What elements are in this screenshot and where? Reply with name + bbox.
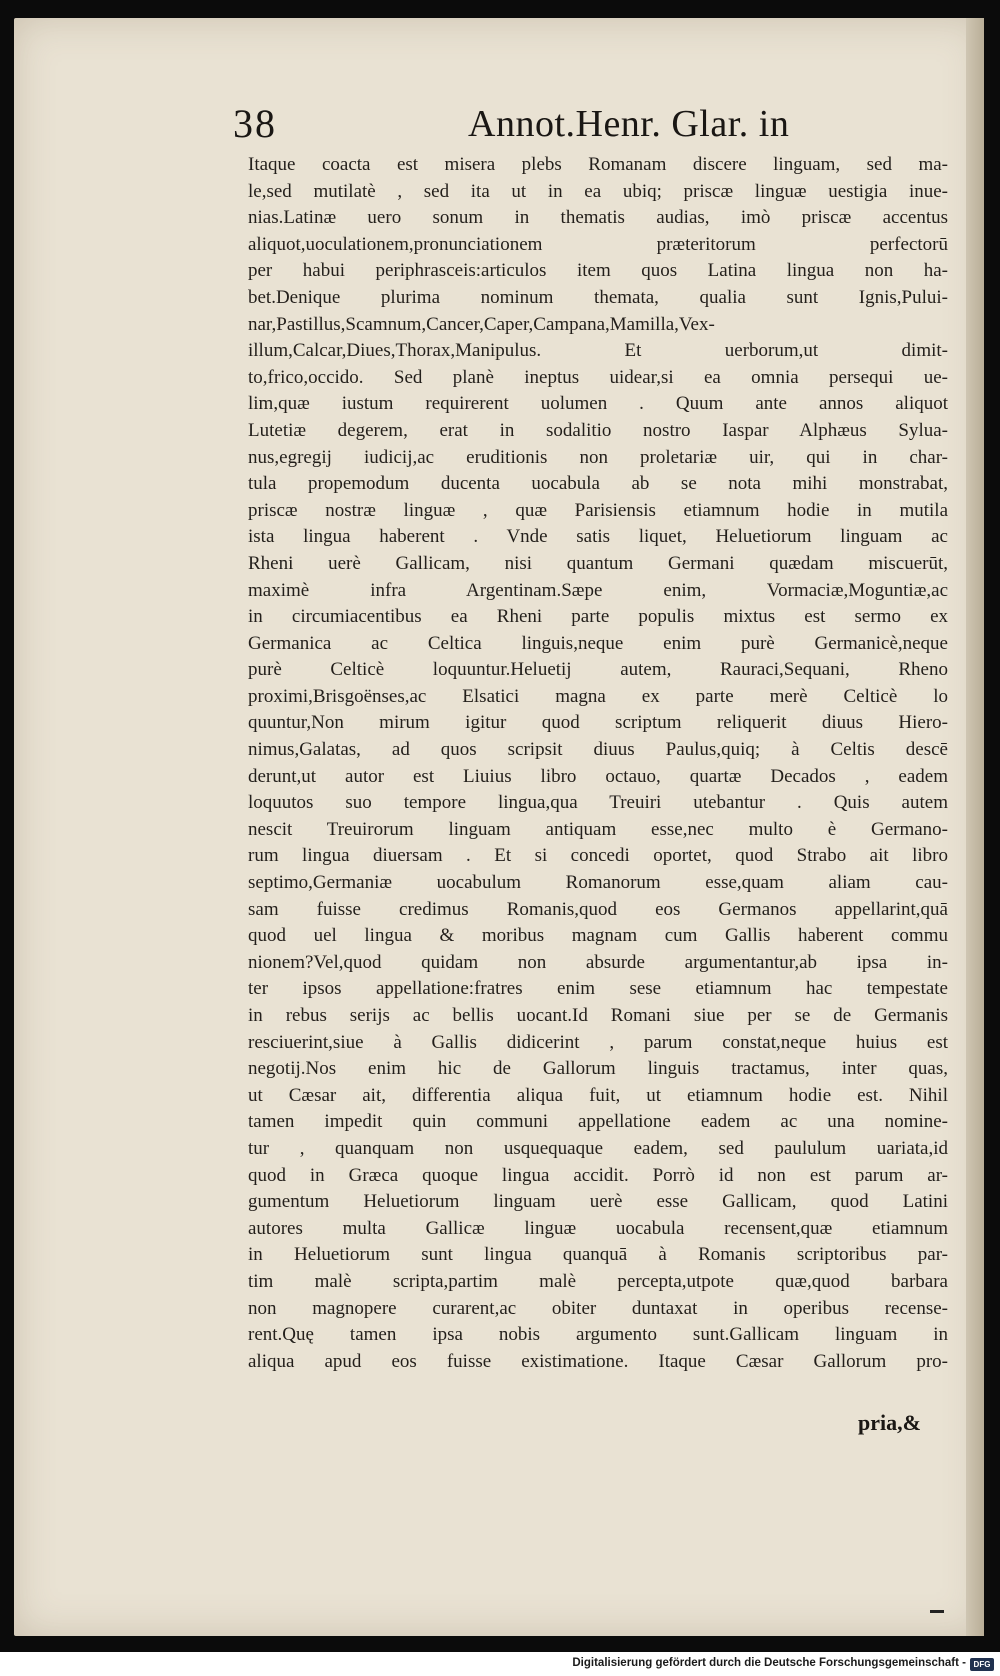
text-line: rent.Quę tamen ipsa nobis argumento sunt.Gallicam linguam in <box>248 1324 948 1346</box>
page-edge <box>966 18 984 1636</box>
text-line: quuntur,Non mirum igitur quod scriptum reliquerit diuus Hiero- <box>248 712 948 734</box>
page-number: 38 <box>233 101 277 146</box>
text-line: in Heluetiorum sunt lingua quanquā à Romanis scriptoribus par- <box>248 1244 948 1266</box>
text-line: tula propemodum ducenta uocabula ab se nota mihi monstrabat, <box>248 473 948 495</box>
text-line: autores multa Gallicæ linguæ uocabula recensent,quæ etiamnum <box>248 1217 948 1239</box>
text-line: tim malè scripta,partim malè percepta,utpote quæ,quod barbara <box>248 1270 948 1292</box>
text-line: derunt,ut autor est Liuius libro octauo, quartæ Decados , eadem <box>248 765 948 787</box>
text-line: in rebus serijs ac bellis uocant.Id Romani siue per se de Germanis <box>248 1005 948 1026</box>
body-text <box>248 152 948 1375</box>
text-line: ter ipsos appellatione:fratres enim sese etiamnum hac tempestate <box>248 978 948 1000</box>
text-line: nescit Treuirorum linguam antiquam esse,nec multo è Germano- <box>248 818 948 840</box>
text-line: sam fuisse credimus Romanis,quod eos Germanos appellarint,quā <box>248 898 948 920</box>
dfg-logo: DFG <box>970 1658 994 1671</box>
digitization-credit <box>0 1654 1000 1676</box>
text-line: rum lingua diuersam . Et si concedi oportet, quod Strabo ait libro <box>248 845 948 867</box>
text-line: nar,Pastillus,Scamnum,Cancer,Caper,Campana,Mamilla,Vex- <box>248 313 715 335</box>
text-line: nus,egregij iudicij,ac eruditionis non proletariæ uir, qui in char- <box>248 446 948 468</box>
catchword: pria,& <box>858 1410 921 1435</box>
text-line: gumentum Heluetiorum linguam uerè esse Gallicam, quod Latini <box>248 1191 948 1213</box>
text-line: Germanica ac Celtica linguis,neque enim purè Germanicè,neque <box>248 632 948 654</box>
corner-mark <box>930 1610 944 1613</box>
text-line: purè Celticè loquuntur.Heluetij autem, Rauraci,Sequani, Rheno <box>248 659 948 681</box>
text-line: bet.Denique plurima nominum themata, qualia sunt Ignis,Pului- <box>248 286 948 308</box>
text-line: tamen impedit quin communi appellatione eadem ac una nomine- <box>248 1111 948 1133</box>
text-line: Rheni uerè Gallicam, nisi quantum Germani quædam miscuerūt, <box>248 552 948 574</box>
text-line: Lutetiæ degerem, erat in sodalitio nostro Iaspar Alphæus Sylua- <box>248 419 948 441</box>
text-line: Itaque coacta est misera plebs Romanam discere linguam, sed ma- <box>248 154 948 175</box>
text-line: nimus,Galatas, ad quos scripsit diuus Paulus,quiq; à Celtis descē <box>248 739 948 761</box>
text-line: per habui periphrasceis:articulos item quos Latina lingua non ha- <box>248 260 948 282</box>
text-line: illum,Calcar,Diues,Thorax,Manipulus. Et uerborum,ut dimit- <box>248 340 948 362</box>
text-line: ut Cæsar ait, differentia aliqua fuit, ut etiamnum hodie est. Nihil <box>248 1084 948 1106</box>
text-line: le,sed mutilatè , sed ita ut in ea ubiq; priscæ linguæ uestigia inue- <box>248 180 948 202</box>
text-line: nionem?Vel,quod quidam non absurde argumentantur,ab ipsa in- <box>248 951 948 973</box>
text-line: aliqua apud eos fuisse existimatione. Itaque Cæsar Gallorum pro- <box>248 1350 948 1372</box>
text-line: loquutos suo tempore lingua,qua Treuiri utebantur . Quis autem <box>248 792 948 814</box>
text-line: nias.Latinæ uero sonum in thematis audias, imò priscæ accentus <box>248 207 948 229</box>
text-line: quod uel lingua & moribus magnam cum Gallis haberent commu <box>248 925 948 947</box>
page-header <box>233 100 793 152</box>
text-line: resciuerint,siue à Gallis didicerint , parum constat,neque huius est <box>248 1031 948 1053</box>
text-line: in circumiacentibus ea Rheni parte populis mixtus est sermo ex <box>248 606 948 628</box>
text-line: negotij.Nos enim hic de Gallorum linguis tractamus, inter quas, <box>248 1058 948 1080</box>
text-line: non magnopere curarent,ac obiter duntaxat in operibus recense- <box>248 1297 948 1319</box>
text-line: septimo,Germaniæ uocabulum Romanorum esse,quam aliam cau- <box>248 872 948 894</box>
text-line: ista lingua haberent . Vnde satis liquet, Heluetiorum linguam ac <box>248 526 948 548</box>
text-line: aliquot,uoculationem,pronunciationem præteritorum perfectorū <box>248 233 948 255</box>
running-head: Annot.Henr. Glar. in <box>468 103 790 145</box>
text-line: proximi,Brisgoënses,ac Elsatici magna ex parte merè Celticè lo <box>248 685 948 707</box>
text-line: quod in Græca quoque lingua accidit. Porrò id non est parum ar- <box>248 1164 948 1186</box>
credit-text: Digitalisierung gefördert durch die Deutsche Forschungsgemeinschaft - <box>572 1657 966 1669</box>
text-line: priscæ nostræ linguæ , quæ Parisiensis etiamnum hodie in mutila <box>248 499 948 521</box>
text-line: to,frico,occido. Sed planè ineptus uidear,si ea omnia persequi ue- <box>248 366 948 388</box>
text-line: tur , quanquam non usquequaque eadem, sed paululum uariata,id <box>248 1137 948 1159</box>
text-line: maximè infra Argentinam.Sæpe enim, Vormaciæ,Moguntiæ,ac <box>248 579 948 601</box>
text-line: lim,quæ iustum requirerent uolumen . Quum ante annos aliquot <box>248 393 948 415</box>
